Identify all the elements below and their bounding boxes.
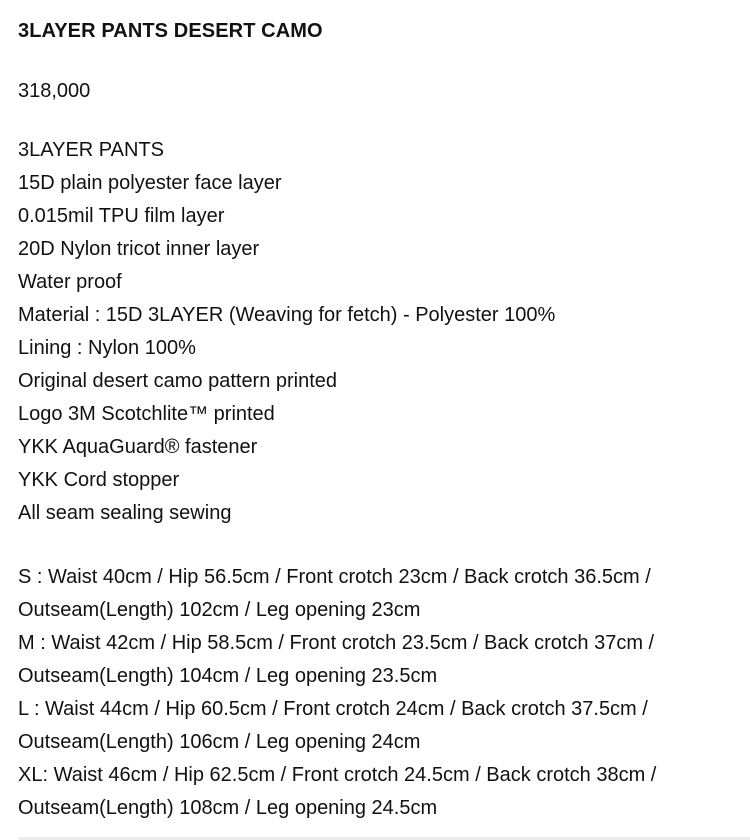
product-title: 3LAYER PANTS DESERT CAMO (18, 20, 323, 42)
feature-item: Water proof (18, 271, 122, 293)
feature-item: 20D Nylon tricot inner layer (18, 238, 260, 260)
product-price: 318,000 (18, 80, 91, 102)
size-row: M : Waist 42cm / Hip 58.5cm / Front crotch 23.5cm / Back crotch 37cm / Outseam(Length) 104cm / Leg opening 23.5cm (18, 632, 655, 687)
size-row: S : Waist 40cm / Hip 56.5cm / Front crotch 23cm / Back crotch 36.5cm / Outseam(Length) 102cm / Leg opening 23cm (18, 566, 651, 621)
feature-item: YKK Cord stopper (18, 469, 180, 491)
size-chart (18, 561, 730, 825)
feature-item: 15D plain polyester face layer (18, 172, 282, 194)
feature-item: YKK AquaGuard® fastener (18, 436, 258, 458)
size-row: XL: Waist 46cm / Hip 62.5cm / Front crotch 24.5cm / Back crotch 38cm / Outseam(Length) 108cm / Leg opening 24.5cm (18, 764, 657, 819)
feature-item: 0.015mil TPU film layer (18, 205, 225, 227)
feature-item: Lining : Nylon 100% (18, 337, 196, 359)
feature-list (18, 134, 555, 530)
feature-item: 3LAYER PANTS (18, 139, 164, 161)
feature-item: Original desert camo pattern printed (18, 370, 338, 392)
feature-item: All seam sealing sewing (18, 502, 232, 524)
feature-item: Logo 3M Scotchlite™ printed (18, 403, 275, 425)
feature-item: Material : 15D 3LAYER (Weaving for fetch) - Polyester 100% (18, 304, 556, 326)
size-row: L : Waist 44cm / Hip 60.5cm / Front crotch 24cm / Back crotch 37.5cm / Outseam(Length) 106cm / Leg opening 24cm (18, 698, 648, 753)
